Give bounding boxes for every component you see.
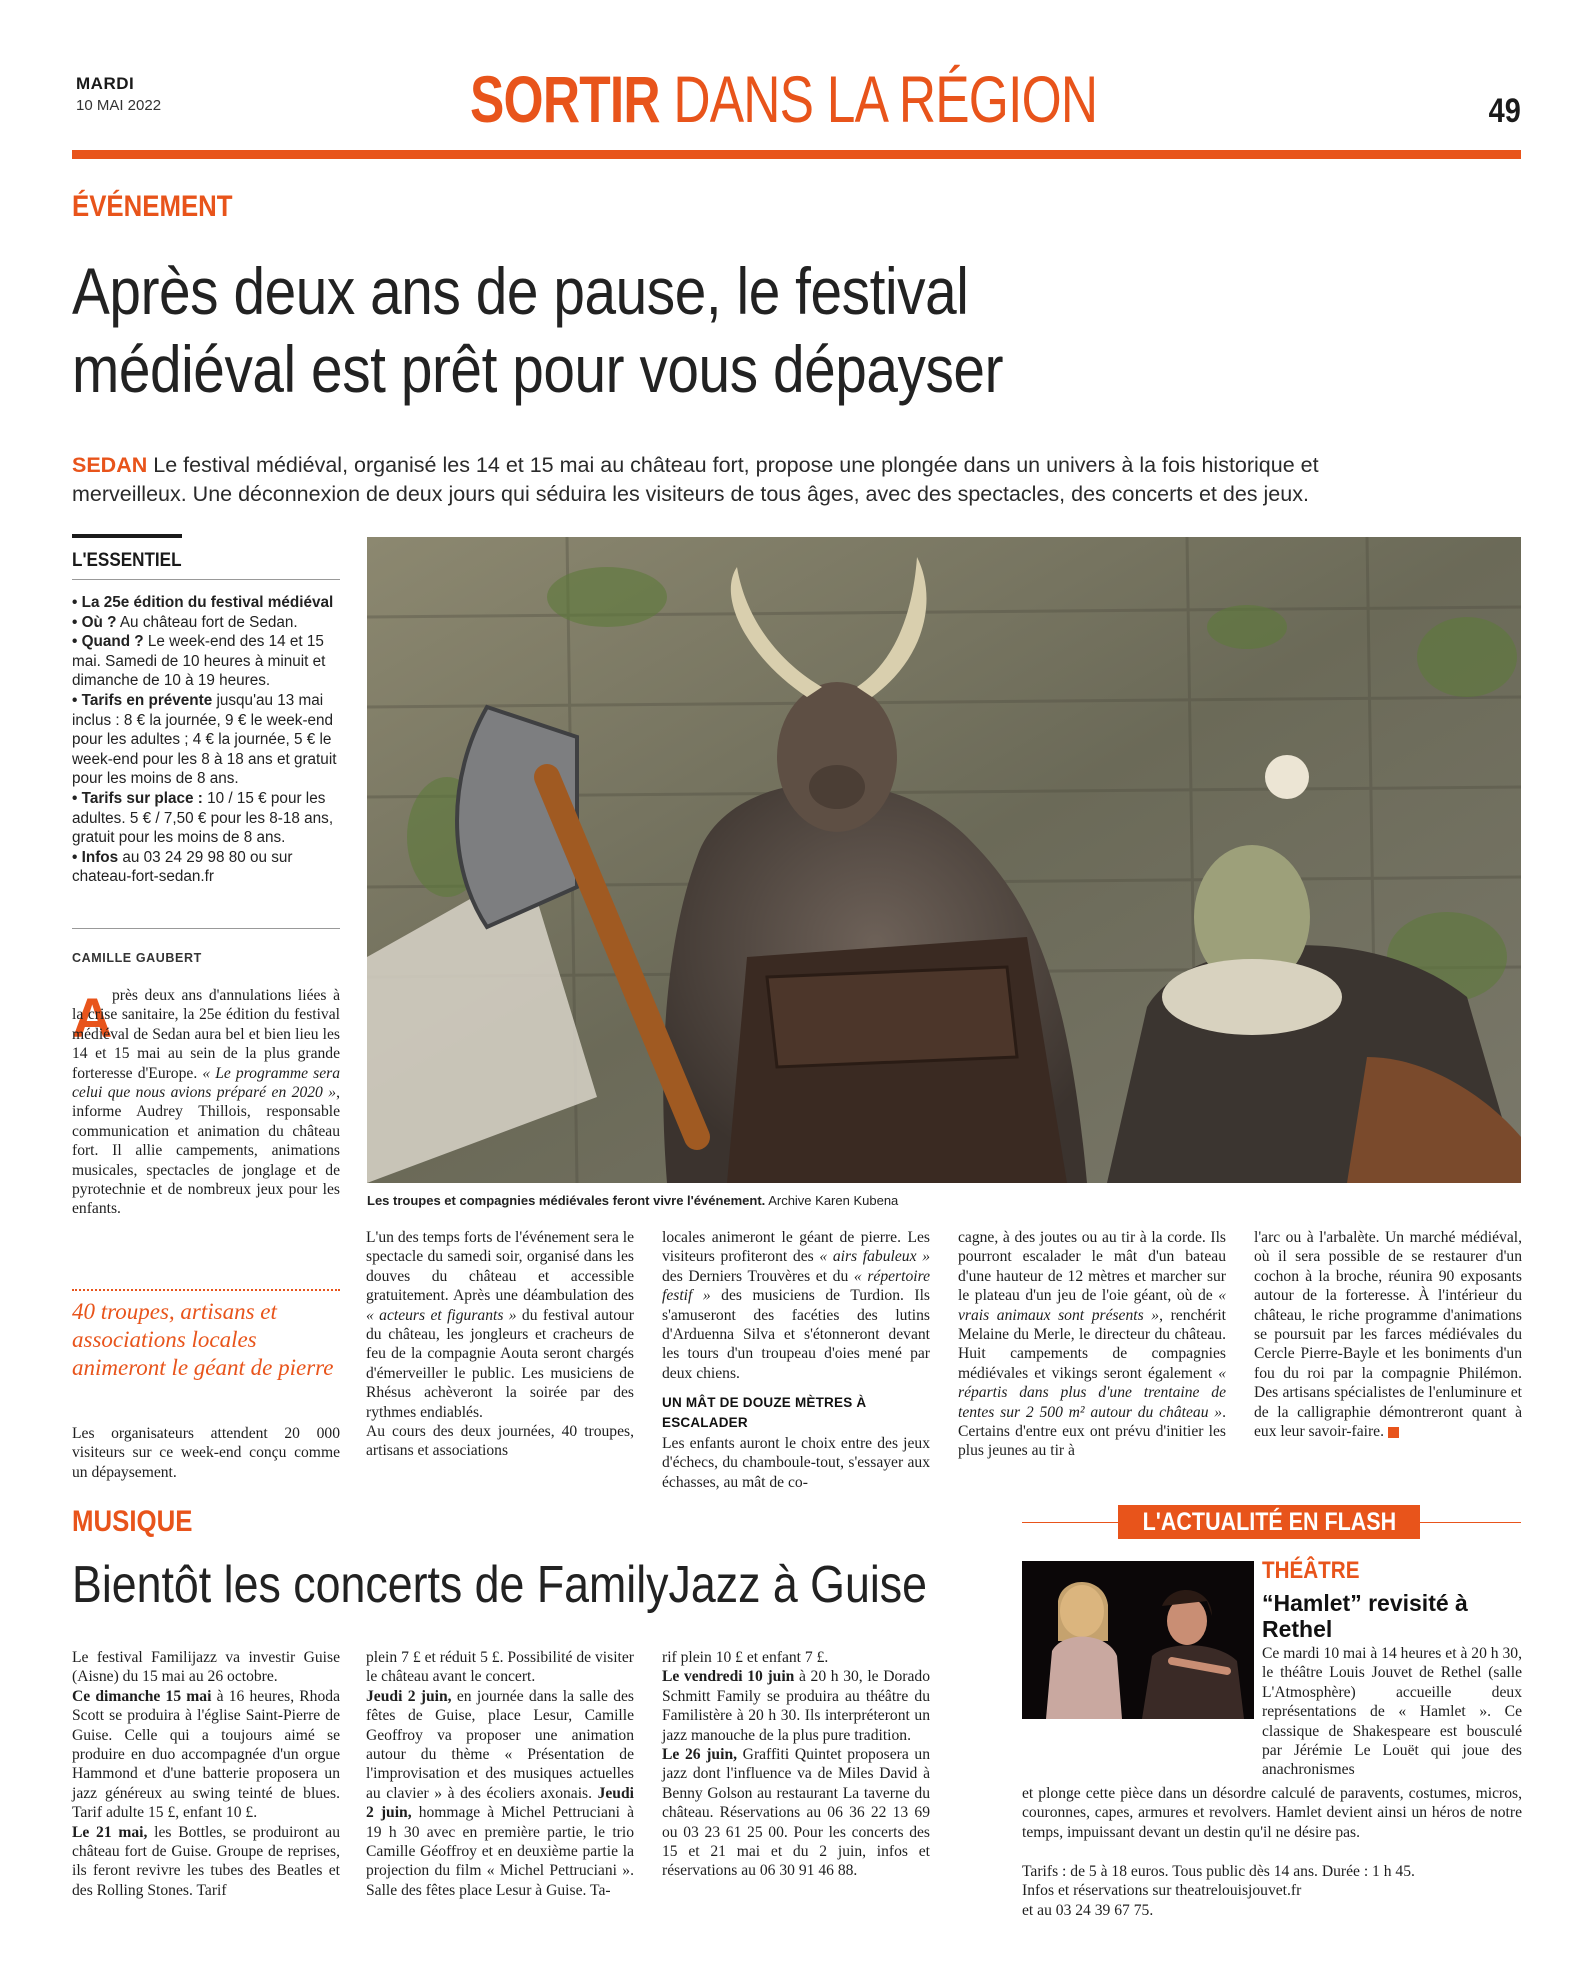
article-paragraph: Au cours des deux journées, 40 troupes, artisans et associations <box>366 1423 634 1460</box>
text-run: du festival autour du château, les jongleurs et cracheurs de feu de la compagnie Aouta seront chargés d'émerveiller le public. Les musiciens de Rhésus achèveront la soirée par des rythmes endiablés. <box>366 1306 634 1421</box>
caption-text: Les troupes et compagnies médiévales feront vivre l'événement. <box>367 1193 766 1208</box>
text-run: près deux ans d'annulations liées à la crise sanitaire, la 25e édition du festival médiéval de Sedan aura bel et bien lieu les 14 et 15 mai au sein de la plus grande forteresse d'Europe. <box>72 987 340 1082</box>
article-paragraph: Les organisateurs attendent 20 000 visiteurs sur ce week-end conçu comme un dépaysement. <box>72 1425 340 1481</box>
article-paragraph: Les enfants auront le choix entre des jeux d'échecs, du chamboule-tout, s'essayer aux échasses, au mât de co- <box>662 1435 930 1491</box>
music-paragraph: Le festival Familijazz va investir Guise (Aisne) du 15 mai au 26 octobre. <box>72 1649 340 1686</box>
headline-line-1: Après deux ans de pause, le festival <box>72 254 969 328</box>
essentiel-item-text: jusqu'au 13 mai inclus : 8 € la journée, 9 € le week-end pour les adultes ; 4 € la journée, 5 € le week-end pour les 8 à 18 ans et gratuit pour les moins de 8 ans. <box>72 691 337 788</box>
flash-text-part-2: et plonge cette pièce dans un désordre calculé de paravents, costumes, micros, couronnes, capes, armures et revolvers. Hamlet devient ainsi un héros de notre temps, impuissant devant un destin qu'il ne désire pas. <box>1022 1785 1522 1841</box>
caption-credit: Archive Karen Kubena <box>765 1193 899 1208</box>
essentiel-item-text: au 03 24 29 98 80 ou sur chateau-fort-sedan.fr <box>72 848 293 886</box>
hamlet-photo <box>1022 1561 1254 1719</box>
text-run: à 16 heures, Rhoda Scott se produira à l'église Saint-Pierre de Guise. Celle qui a toujours aimé se produire en duo accompagnée d'un orgue Hammond et d'une batterie proposera un jazz généreux au swing teinté de blues. Tarif adulte 15 £, enfant 10 £. <box>72 1687 340 1822</box>
text-run: , renchérit Melaine du Merle, le directeur du château. Huit campements de compagnies médiévales et vikings seront également <box>958 1306 1226 1382</box>
essentiel-divider <box>72 579 340 580</box>
text-run: les Bottles, se produiront au château fort de Guise. Groupe de reprises, ils feront revivre les tubes des Beatles et des Rolling Stones. Tarif <box>72 1823 341 1899</box>
text-run: cagne, à des joutes ou au tir à la corde. Ils pourront escalader le mât d'un bateau d'une hauteur de 12 mètres et marcher sur le plateau d'un jeu de l'oie géant, où de <box>958 1229 1226 1305</box>
essentiel-title: L'ESSENTIEL <box>72 550 182 571</box>
text-run: . Certains d'entre eux ont prévu d'initier les plus jeunes au tir à <box>958 1403 1226 1460</box>
essentiel-item <box>72 789 344 848</box>
end-mark-icon <box>1388 1427 1399 1438</box>
page-number: 49 <box>1488 92 1521 130</box>
section-title <box>470 62 1098 136</box>
music-headline: Bientôt les concerts de FamilyJazz à Guise <box>72 1556 928 1614</box>
essentiel-item-label: • Tarifs sur place : <box>72 789 203 807</box>
music-paragraph <box>72 1823 340 1901</box>
quote: « acteurs et figurants » <box>366 1306 517 1324</box>
medieval-costumes-image <box>367 537 1521 1183</box>
text-run: , informe Audrey Thillois, responsable communication et animation du château fort. Il allie campements, animations musicales, spectacles de jonglage et de pyrotechnie et de nombreux jeux pour les enfants. <box>72 1084 340 1218</box>
flash-kicker: THÉÂTRE <box>1262 1557 1360 1584</box>
quote: « répertoire festif » <box>662 1267 930 1305</box>
music-paragraph: rif plein 10 £ et enfant 7 £. <box>662 1649 829 1666</box>
flash-banner-label: L'ACTUALITÉ EN FLASH <box>1142 1508 1396 1536</box>
date-bold: Jeudi 2 juin, <box>366 1784 634 1822</box>
essentiel-bottom-rule <box>72 928 340 929</box>
article-paragraph <box>72 986 340 1219</box>
headline-line-2: médiéval est prêt pour vous dépayser <box>72 332 1004 406</box>
edition-day: MARDI <box>76 74 135 93</box>
essentiel-item <box>72 691 344 789</box>
essentiel-item <box>72 848 344 887</box>
drop-cap: A <box>72 986 113 1049</box>
essentiel-item <box>72 593 344 613</box>
text-run: L'un des temps forts de l'événement sera le spectacle du samedi soir, organisé dans les douves du château et accessible gratuitement. Après une déambulation des <box>366 1229 634 1305</box>
flash-info-line: Infos et réservations sur theatrelouisjouvet.fr <box>1022 1882 1302 1900</box>
music-paragraph: plein 7 £ et réduit 5 £. Possibilité de visiter le château avant le concert. <box>366 1649 634 1686</box>
essentiel-item <box>72 632 344 691</box>
section-title-bold: SORTIR <box>470 62 660 136</box>
festival-photo <box>367 537 1521 1183</box>
essentiel-item-label: • Quand ? <box>72 633 144 651</box>
article-headline <box>72 252 1276 408</box>
date-bold: Le vendredi 10 juin <box>662 1668 795 1686</box>
essentiel-rule <box>72 534 182 538</box>
article-column-4 <box>958 1228 1226 1461</box>
quote: « Le programme sera celui que nous avions préparé en 2020 » <box>72 1064 340 1102</box>
theatre-scene-image <box>1022 1561 1254 1719</box>
essentiel-list <box>72 593 344 887</box>
photo-caption <box>367 1193 898 1208</box>
essentiel-item-text: Au château fort de Sedan. <box>116 613 298 631</box>
text-run: locales animeront le géant de pierre. Les visiteurs profiteront des <box>662 1229 930 1266</box>
essentiel-item-label: • Où ? <box>72 613 117 631</box>
quote: « airs fabuleux » <box>819 1248 930 1266</box>
edition-date: 10 MAI 2022 <box>76 97 162 114</box>
author-byline: CAMILLE GAUBERT <box>72 951 202 965</box>
quote: « répartis dans plus d'une trentaine de tentes sur 2 500 m² autour du château » <box>958 1364 1226 1421</box>
header-rule <box>72 150 1521 159</box>
article-lead <box>72 451 1412 509</box>
article-paragraph <box>958 1228 1226 1461</box>
article-column-2 <box>366 1228 634 1461</box>
article-paragraph <box>1254 1228 1522 1441</box>
article-column-3 <box>662 1228 930 1492</box>
section-title-light: DANS LA RÉGION <box>673 62 1098 136</box>
music-paragraph <box>662 1745 930 1881</box>
article-column-5 <box>1254 1228 1522 1441</box>
text-run: des musiciens de Turdion. Ils s'amuseront des facéties des lutins d'Arduenna Silva et s'étonneront devant les tours d'un troupeau d'oies mené par deux chiens. <box>662 1287 931 1382</box>
music-column-1 <box>72 1648 340 1900</box>
article-paragraph <box>662 1228 930 1383</box>
flash-text-part-1: Ce mardi 10 mai à 14 heures et à 20 h 30, le théâtre Louis Jouvet de Rethel (salle L'Atmosphère) accueille deux représentations de « Hamlet ». Ce classique de Shakespeare est bousculé par Jérémie Le Louët qui joue des anachronismes <box>1262 1645 1522 1779</box>
essentiel-item-label: • Infos <box>72 848 119 866</box>
article-column-1 <box>72 986 340 1219</box>
flash-banner <box>1118 1505 1420 1539</box>
flash-info-line: et au 03 24 39 67 75. <box>1022 1901 1154 1919</box>
date-bold: Le 21 mai, <box>72 1823 148 1841</box>
music-column-2 <box>366 1648 634 1900</box>
date-bold: Le 26 juin, <box>662 1746 738 1764</box>
text-run: Graffiti Quintet proposera un jazz dont l'influence va de Miles David à Benny Golson au restaurant La taverne du château. Réservations au 06 36 22 13 69 ou 03 23 61 25 00. Pour les concerts des 15 et 21 mai et du 2 juin, infos et réservations au 06 30 91 46 88. <box>662 1746 930 1880</box>
flash-info <box>1022 1862 1522 1920</box>
text-run: l'arc ou à l'arbalète. Un marché médiéval, où il sera possible de se restaurer d'un cochon à la broche, réunira 90 exposants autour de la forteresse. À l'intérieur du château, le riche programme d'animations se poursuit par les farces médiévales du Cercle Pierre-Bayle et les boniments d'un fou du roi par la compagnie Philémon. Des artisans spécialistes de l'enluminure et de la calligraphie démontreront quant à eux leur savoir-faire. <box>1254 1229 1522 1441</box>
flash-title: “Hamlet” revisité à Rethel <box>1262 1590 1468 1642</box>
article-paragraph <box>366 1228 634 1422</box>
lead-city: SEDAN <box>72 453 148 477</box>
music-kicker: MUSIQUE <box>72 1505 193 1538</box>
pullquote: 40 troupes, artisans et associations locales animeront le géant de pierre <box>72 1299 334 1380</box>
music-paragraph <box>72 1687 340 1823</box>
article-subhead: UN MÂT DE DOUZE MÈTRES À ESCALADER <box>662 1395 867 1430</box>
date-bold: Jeudi 2 juin, <box>366 1687 452 1705</box>
music-paragraph <box>366 1687 634 1900</box>
music-paragraph <box>662 1667 930 1745</box>
essentiel-item-text: 10 / 15 € pour les adultes. 5 € / 7,50 € pour les 8-18 ans, gratuit pour les moins de 8 ans. <box>72 789 334 847</box>
flash-info-line: Tarifs : de 5 à 18 euros. Tous public dès 14 ans. Durée : 1 h 45. <box>1022 1863 1415 1880</box>
article-column-1b <box>72 1424 340 1482</box>
date-bold: Ce dimanche 15 mai <box>72 1687 212 1705</box>
text-run: en journée dans la salle des fêtes de Guise, place Lesur, Camille Geoffroy va proposer une animation autour du thème « Présentation de l'improvisation et des musiques actuelles au clavier » à des écoliers axonais. <box>366 1687 634 1802</box>
pullquote-rule <box>72 1289 340 1291</box>
essentiel-item-label: • Tarifs en prévente <box>72 691 213 709</box>
essentiel-item-label: • La 25e édition du festival médiéval <box>72 594 334 611</box>
essentiel-item <box>72 613 344 633</box>
text-run: des Derniers Trouvères et du <box>662 1267 854 1285</box>
article-kicker: ÉVÉNEMENT <box>72 190 233 223</box>
quote: « vrais animaux sont présents » <box>958 1287 1226 1324</box>
text-run: à 20 h 30, le Dorado Schmitt Family se produira au théâtre du Familistère à 20 h 30. Ils interpréteront un jazz manouche de la plus pure tradition. <box>662 1668 930 1744</box>
lead-text: Le festival médiéval, organisé les 14 et 15 mai au château fort, propose une plongée dans un univers à la fois historique et merveilleux. Une déconnexion de deux jours qui séduira les visiteurs de tous âges, avec des spectacles, des concerts et des jeux. <box>72 453 1319 506</box>
essentiel-item-text: Le week-end des 14 et 15 mai. Samedi de 10 heures à minuit et dimanche de 10 à 19 heures. <box>72 633 326 690</box>
music-column-3 <box>662 1648 930 1881</box>
text-run: hommage à Michel Pettruciani à 19 h 30 avec en première partie, le trio Camille Géoffroy et en deuxième partie la projection du film « Michel Pettruciani ». Salle des fêtes place Lesur à Guise. Ta- <box>366 1804 634 1899</box>
